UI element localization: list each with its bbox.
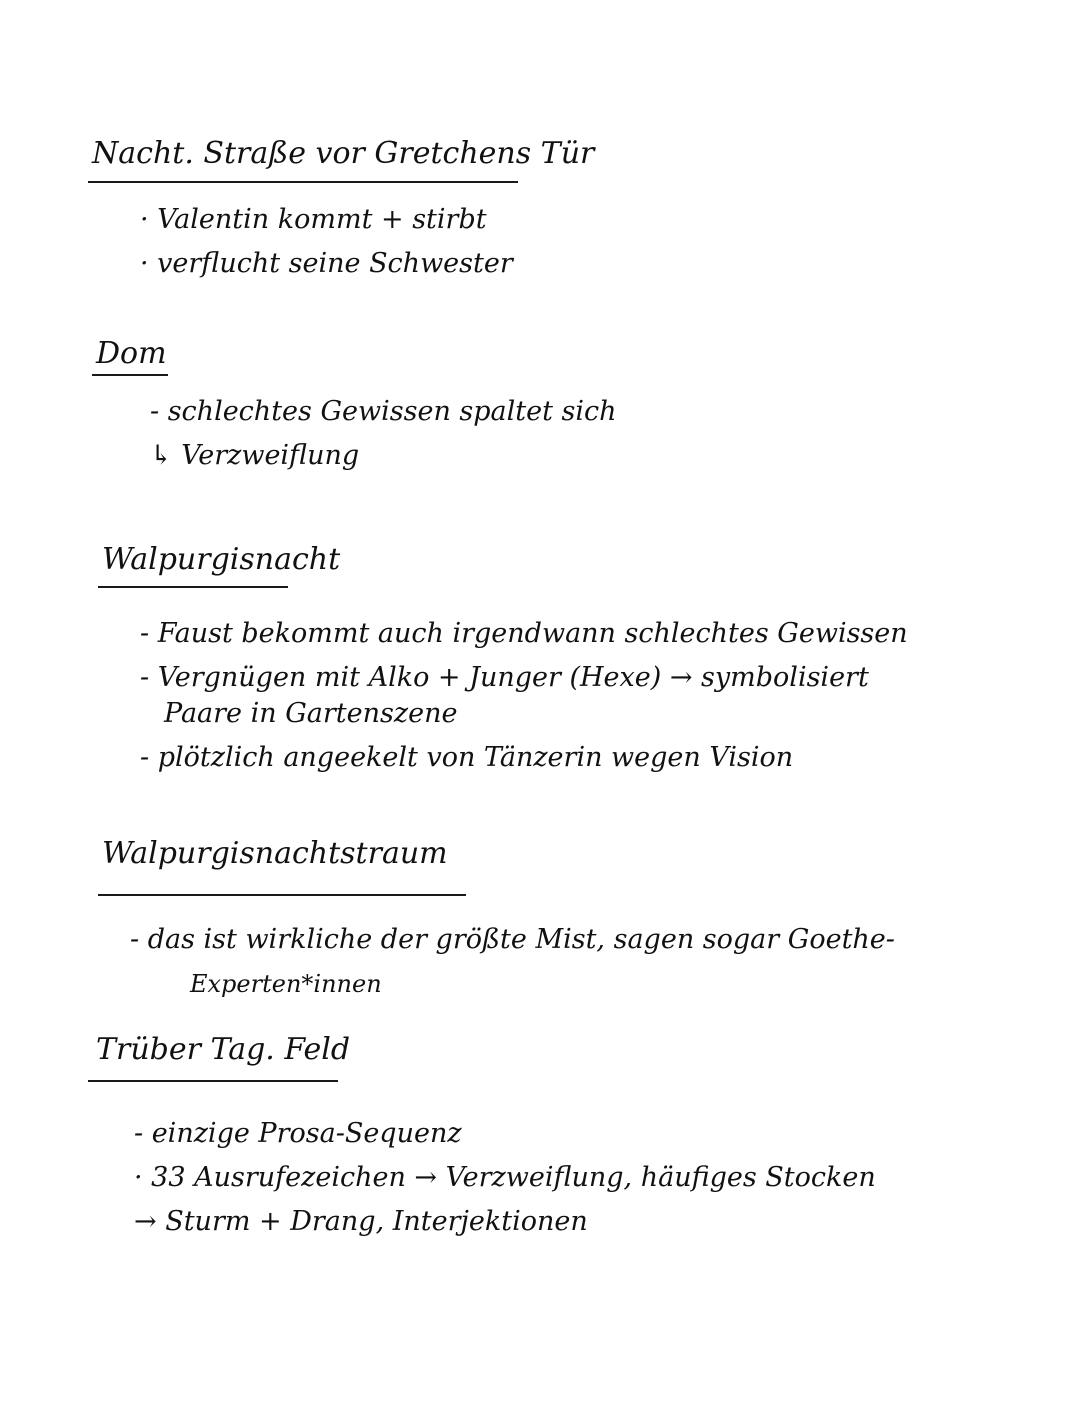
note-line: · verflucht seine Schwester xyxy=(140,248,513,279)
heading-underline xyxy=(98,586,288,588)
section-heading-walpurgisnacht: Walpurgisnacht xyxy=(102,542,341,577)
note-line: → Sturm + Drang, Interjektionen xyxy=(134,1206,588,1237)
section-heading-nacht-strasse: Nacht. Straße vor Gretchens Tür xyxy=(92,136,595,171)
note-line: · Valentin kommt + stirbt xyxy=(140,204,487,235)
heading-underline xyxy=(98,894,466,896)
note-line: ↳ Verzweiflung xyxy=(150,440,360,471)
note-line: - Faust bekommt auch irgendwann schlechtes Gewissen xyxy=(140,618,908,649)
note-line: - einzige Prosa-Sequenz xyxy=(134,1118,462,1149)
section-heading-walpurgisnachtstraum: Walpurgisnachtstraum xyxy=(102,836,448,871)
heading-underline xyxy=(92,374,168,376)
note-line: - plötzlich angeekelt von Tänzerin wegen Vision xyxy=(140,742,794,773)
note-line: - das ist wirkliche der größte Mist, sagen sogar Goethe- xyxy=(130,924,895,955)
section-heading-trueber-tag: Trüber Tag. Feld xyxy=(96,1032,351,1067)
note-line: - schlechtes Gewissen spaltet sich xyxy=(150,396,617,427)
heading-underline xyxy=(88,1080,338,1082)
note-line: Paare in Gartenszene xyxy=(164,698,458,729)
heading-underline xyxy=(88,181,518,183)
section-heading-dom: Dom xyxy=(96,336,167,371)
note-line: Experten*innen xyxy=(190,970,382,998)
note-line: · 33 Ausrufezeichen → Verzweiflung, häufiges Stocken xyxy=(134,1162,876,1193)
note-line: - Vergnügen mit Alko + Junger (Hexe) → symbolisiert xyxy=(140,662,869,693)
